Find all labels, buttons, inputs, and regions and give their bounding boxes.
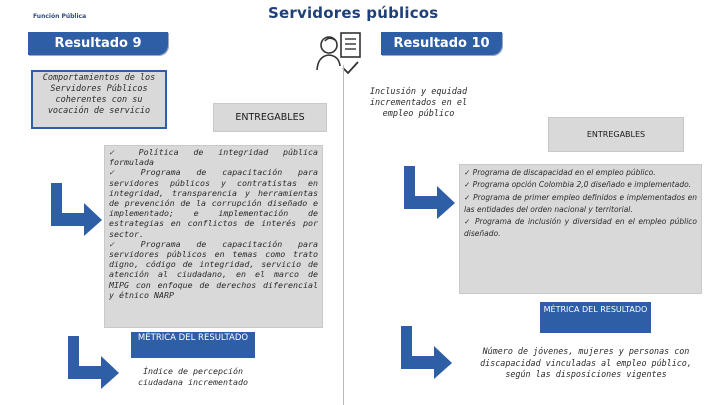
deliverables-list-left: [104, 145, 323, 328]
bent-arrow-icon: [401, 166, 457, 220]
bent-arrow-icon: [398, 326, 454, 380]
deliverables-label-right: ENTREGABLES: [548, 117, 684, 152]
center-divider: [343, 65, 344, 405]
inclusion-text: Inclusión y equidad incrementados en el empleo público: [369, 87, 468, 119]
person-document-icon: [313, 28, 365, 76]
result-9-label: Resultado 9: [28, 32, 168, 55]
metric-text-left: Índice de percepción ciudadana incrementado: [138, 366, 248, 387]
list-item: ✓ Política de integridad pública formulada: [109, 147, 318, 168]
page-title: Servidores públicos: [268, 4, 439, 22]
list-item: ✓ Programa de capacitación para servidores públicos y contratistas en integridad, transparencia y herramientas de prevención de la corrupción diseñado e implementado; e implementación de estrategias en conflictos de interés por sector.: [109, 167, 318, 239]
list-item: ✓ Programa de primer empleo definidos e implementados en las entidades del orden nacional y territorial.: [464, 192, 697, 214]
list-item: ✓ Programa de inclusión y diversidad en el empleo público diseñado.: [464, 217, 697, 239]
list-item: ✓ Programa de capacitación para servidores públicos en temas como trato digno, código de integridad, servicio de atención al ciudadano, en el marco de MIPG con enfoque de derechos diferencial y étnico NARP: [109, 238, 318, 300]
list-item: ✓ Programa de discapacidad en el empleo público.: [464, 168, 656, 177]
metric-text-right: Número de jóvenes, mujeres y personas con discapacidad vinculadas al empleo público, según las disposiciones vigentes: [480, 346, 692, 379]
metric-label-right: MÉTRICA DEL RESULTADO: [540, 302, 651, 333]
bent-arrow-icon: [65, 336, 121, 390]
list-item: ✓ Programa opción Colombia 2,0 diseñado e implementado.: [464, 180, 692, 190]
result-10-label: Resultado 10: [381, 32, 502, 55]
metric-label-left: MÉTRICA DEL RESULTADO: [131, 332, 255, 358]
section-kicker: Función Pública: [33, 13, 87, 20]
bent-arrow-icon: [48, 183, 104, 237]
deliverables-label-left: ENTREGABLES: [213, 103, 327, 132]
behavior-box: Comportamientos de los Servidores Públicos coherentes con su vocación de servicio: [31, 70, 167, 129]
deliverables-list-right: [459, 164, 702, 294]
